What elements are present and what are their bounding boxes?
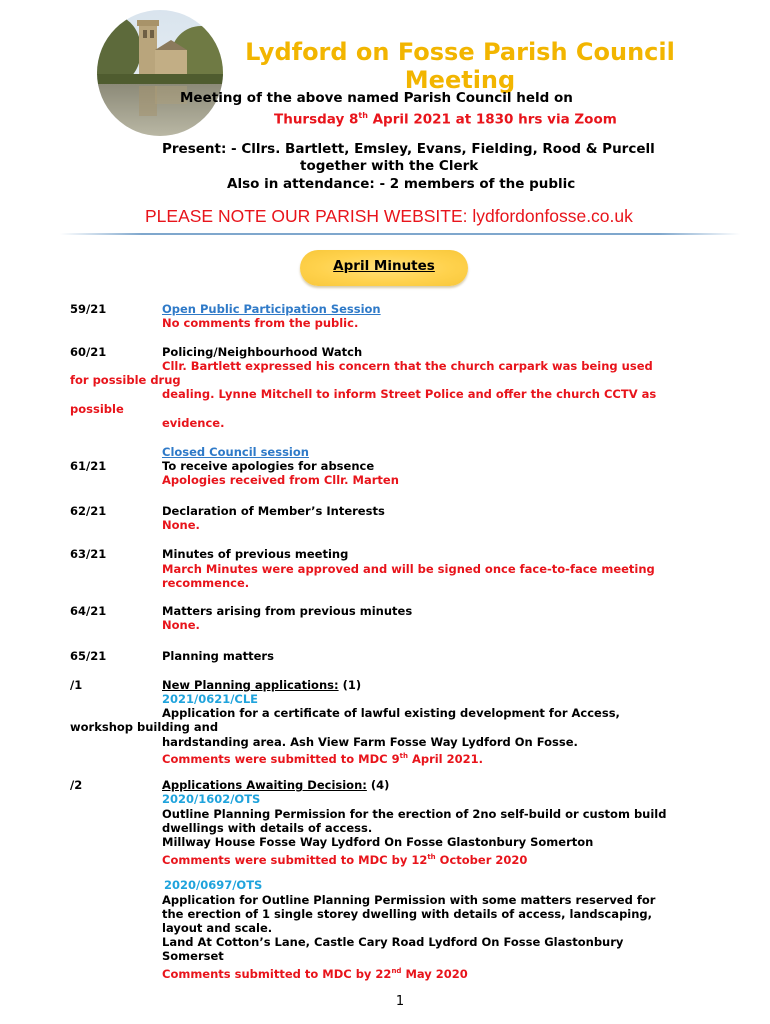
application-reference: 2020/1602/OTS (162, 792, 261, 806)
item-number: 64/21 (70, 604, 107, 618)
page-number: 1 (395, 994, 405, 1009)
item-number: 63/21 (70, 547, 107, 561)
subitem-heading: Applications Awaiting Decision: (4) (162, 778, 390, 792)
closed-session-link[interactable]: Closed Council session (162, 445, 309, 459)
application-text: layout and scale. (162, 921, 273, 935)
application-comment: Comments submitted to MDC by 22nd May 2020 (162, 966, 468, 981)
item-number: 59/21 (70, 302, 107, 316)
application-reference: 2020/0697/OTS (164, 878, 263, 892)
council-title: Lydford on Fosse Parish Council Meeting (245, 38, 675, 94)
application-text: Millway House Fosse Way Lydford On Fosse Glastonbury Somerton (162, 835, 594, 849)
meeting-date: Thursday 8th April 2021 at 1830 hrs via Zoom (274, 111, 617, 128)
application-text: the erection of 1 single storey dwelling with details of access, landscaping, (162, 907, 653, 921)
item-number: 65/21 (70, 649, 107, 663)
application-text: workshop building and (70, 720, 219, 734)
section-title-badge: April Minutes (300, 250, 468, 286)
item-heading: Declaration of Member’s Interests (162, 504, 385, 518)
subitem-heading: New Planning applications: (1) (162, 678, 362, 692)
item-body: recommence. (162, 576, 250, 590)
meeting-subtitle: Meeting of the above named Parish Council held on (180, 90, 573, 106)
application-text: dwellings with details of access. (162, 821, 373, 835)
application-comment: Comments were submitted to MDC 9th April 2021. (162, 751, 484, 766)
item-body: possible (70, 402, 124, 416)
item-body: Cllr. Bartlett expressed his concern that the church carpark was being used (162, 359, 653, 373)
application-reference: 2021/0621/CLE (162, 692, 259, 706)
item-body: March Minutes were approved and will be signed once face-to-face meeting (162, 562, 655, 576)
item-heading: Matters arising from previous minutes (162, 604, 413, 618)
attendance-line: Also in attendance: - 2 members of the public (227, 176, 576, 192)
present-clerk-line: together with the Clerk (300, 158, 479, 174)
application-text: Somerset (162, 949, 224, 963)
item-body: dealing. Lynne Mitchell to inform Street Police and offer the church CCTV as (162, 387, 657, 401)
item-body: No comments from the public. (162, 316, 359, 330)
subitem-number: /2 (70, 778, 83, 792)
application-text: Application for Outline Planning Permission with some matters reserved for (162, 893, 656, 907)
item-heading: Minutes of previous meeting (162, 547, 349, 561)
item-body: evidence. (162, 416, 225, 430)
item-body: None. (162, 518, 200, 532)
item-body: Apologies received from Cllr. Marten (162, 473, 399, 487)
application-text: hardstanding area. Ash View Farm Fosse Way Lydford On Fosse. (162, 735, 578, 749)
application-text: Application for a certificate of lawful existing development for Access, (162, 706, 620, 720)
header-divider (60, 233, 740, 235)
item-number: 62/21 (70, 504, 107, 518)
application-text: Outline Planning Permission for the erection of 2no self-build or custom build (162, 807, 667, 821)
item-number: 61/21 (70, 459, 107, 473)
website-notice: PLEASE NOTE OUR PARISH WEBSITE: lydfordonfosse.co.uk (145, 206, 633, 226)
item-heading: To receive apologies for absence (162, 459, 375, 473)
item-number: 60/21 (70, 345, 107, 359)
subitem-number: /1 (70, 678, 83, 692)
present-line: Present: - Cllrs. Bartlett, Emsley, Evans, Fielding, Rood & Purcell (162, 141, 655, 157)
application-text: Land At Cotton’s Lane, Castle Cary Road Lydford On Fosse Glastonbury (162, 935, 624, 949)
item-body: for possible drug (70, 373, 181, 387)
item-heading: Policing/Neighbourhood Watch (162, 345, 363, 359)
item-heading: Planning matters (162, 649, 274, 663)
application-comment: Comments were submitted to MDC by 12th October 2020 (162, 852, 528, 867)
item-heading-link[interactable]: Open Public Participation Session (162, 302, 381, 316)
item-body: None. (162, 618, 200, 632)
